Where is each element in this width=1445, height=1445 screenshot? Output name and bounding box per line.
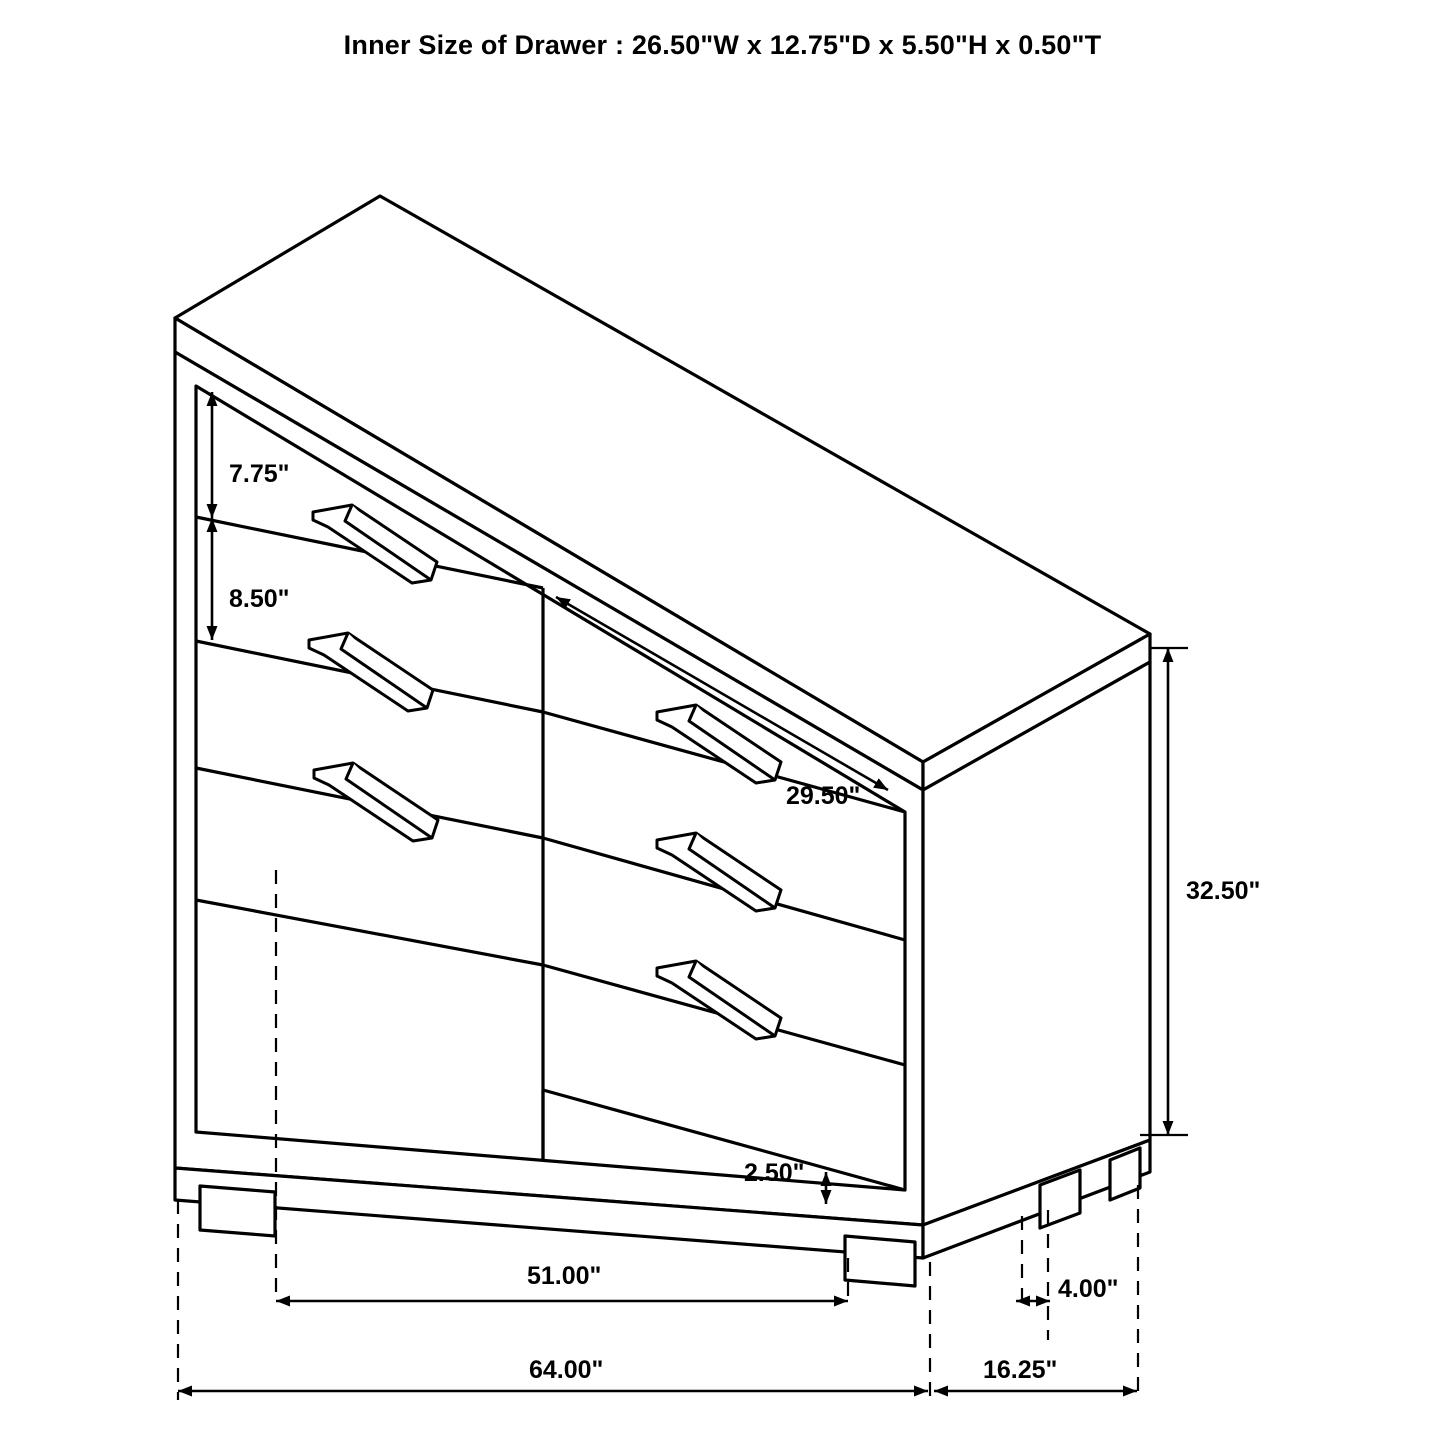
dim-label-overall-height: 32.50" (1186, 877, 1261, 905)
leg-front-right (845, 1236, 915, 1286)
dim-label-drawer-lower-height: 8.50" (229, 585, 290, 613)
dim-label-depth-diagonal: 29.50" (786, 782, 861, 810)
leg-front-left (200, 1186, 275, 1236)
dim-label-side-depth: 16.25" (983, 1356, 1058, 1384)
dresser-body (175, 196, 1150, 1286)
dim-label-foot-offset: 4.00" (1058, 1275, 1119, 1303)
dim-label-overall-width: 64.00" (529, 1356, 604, 1384)
dim-label-drawer-top-height: 7.75" (229, 460, 290, 488)
dim-label-leg-height: 2.50" (744, 1159, 805, 1187)
page-title: Inner Size of Drawer : 26.50"W x 12.75"D x 5.50"H x 0.50"T (343, 30, 1102, 60)
dim-label-front-width: 51.00" (527, 1262, 602, 1290)
